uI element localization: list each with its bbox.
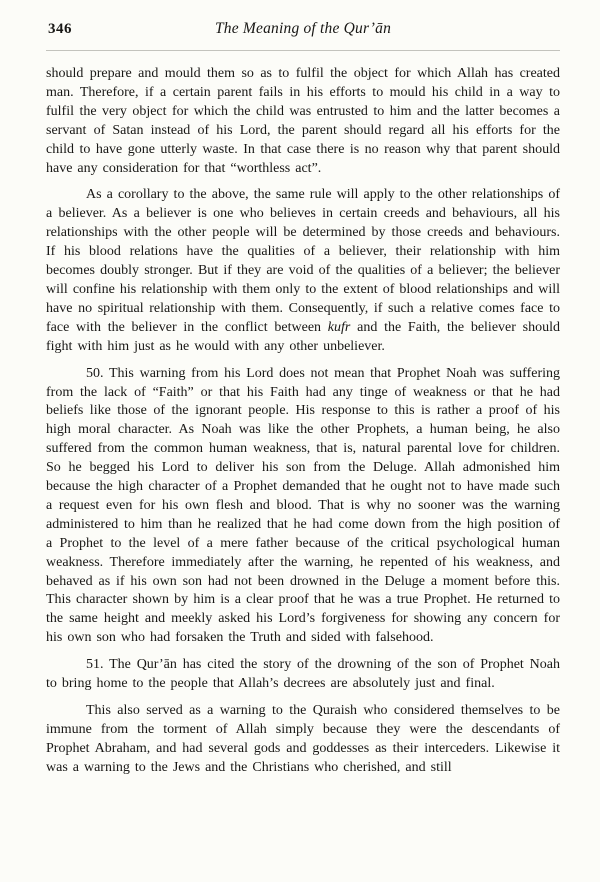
text-segment: 50. This warning from his Lord does not mean that Prophet Noah was suffering from the lack of “Faith” or that his Faith had any tinge of weakness or that he had beliefs like those of the ignorant people. His response to this is rather a proof of his high moral character. As Noah was like the other Prophets, a human being, he also suffered from the common human weakness, that is, natural parental love for children. So he begged his Lord to deliver his son from the Deluge. Allah admonished him because the high character of a Prophet demanded that he ought not to have made such a request even for his own flesh and blood. That is why no sooner was the warning administered to him than he realized that he had come down from the high position of a Prophet to the level of a mere father because of the critical psychological human weakness. Therefore immediately after the warning, he repented of his weakness, and behaved as if his own son had not been drowned in the Deluge a moment before this. This character shown by him is a clear proof that he was a true Prophet. He returned to the same height and meekly asked his Lord’s forgiveness for showing any concern for his own son who had forsaken the Truth and sided with falsehood. — [46, 365, 560, 646]
paragraph — [46, 65, 560, 178]
paragraph — [46, 186, 560, 356]
italic-text-segment: kufr — [327, 319, 351, 335]
text-segment: and the Faith, the believer should fight with him just as he would with any other unbeliever. — [46, 319, 560, 354]
text-segment: should prepare and mould them so as to fulfil the object for which Allah has created man. Therefore, if a certain parent fails in his efforts to mould his child in a way to fulfil the very object for which the child was entrusted to him and the latter becomes a servant of Satan instead of his Lord, the parent should regard all his efforts for the child to have gone utterly waste. In that case there is no reason why that parent should have any consideration for that “worthless act”. — [46, 66, 560, 176]
text-segment: 51. The Qur’ān has cited the story of the drowning of the son of Prophet Noah to bring home to the people that Allah’s decrees are absolutely just and final. — [46, 657, 560, 692]
paragraph — [46, 656, 560, 694]
paragraph — [46, 702, 560, 778]
text-segment: As a corollary to the above, the same rule will apply to the other relationships of a believer. As a believer is one who believes in certain creeds and behaviours, all his relationships with the other people will be determined by those creeds and behaviours. If his blood relations have the qualities of a believer, their relationship with him becomes doubly stronger. But if they are void of the qualities of a believer; the believer will confine his relationship with them only to the extent of blood relationships and will have no spiritual relationship with them. Consequently, if such a relative comes face to face with the believer in the conflict between — [46, 187, 560, 335]
running-title: The Meaning of the Qur’ān — [214, 20, 392, 37]
page-number: 346 — [48, 21, 72, 37]
page-body — [46, 55, 560, 778]
text-segment: This also served as a warning to the Quraish who considered themselves to be immune from the torment of Allah simply because they were the descendants of Prophet Abraham, and had several gods and goddesses as their interceders. Likewise it was a warning to the Jews and the Christians who cherished, and still — [46, 703, 560, 775]
paragraph — [46, 365, 560, 649]
page-header — [46, 20, 560, 51]
